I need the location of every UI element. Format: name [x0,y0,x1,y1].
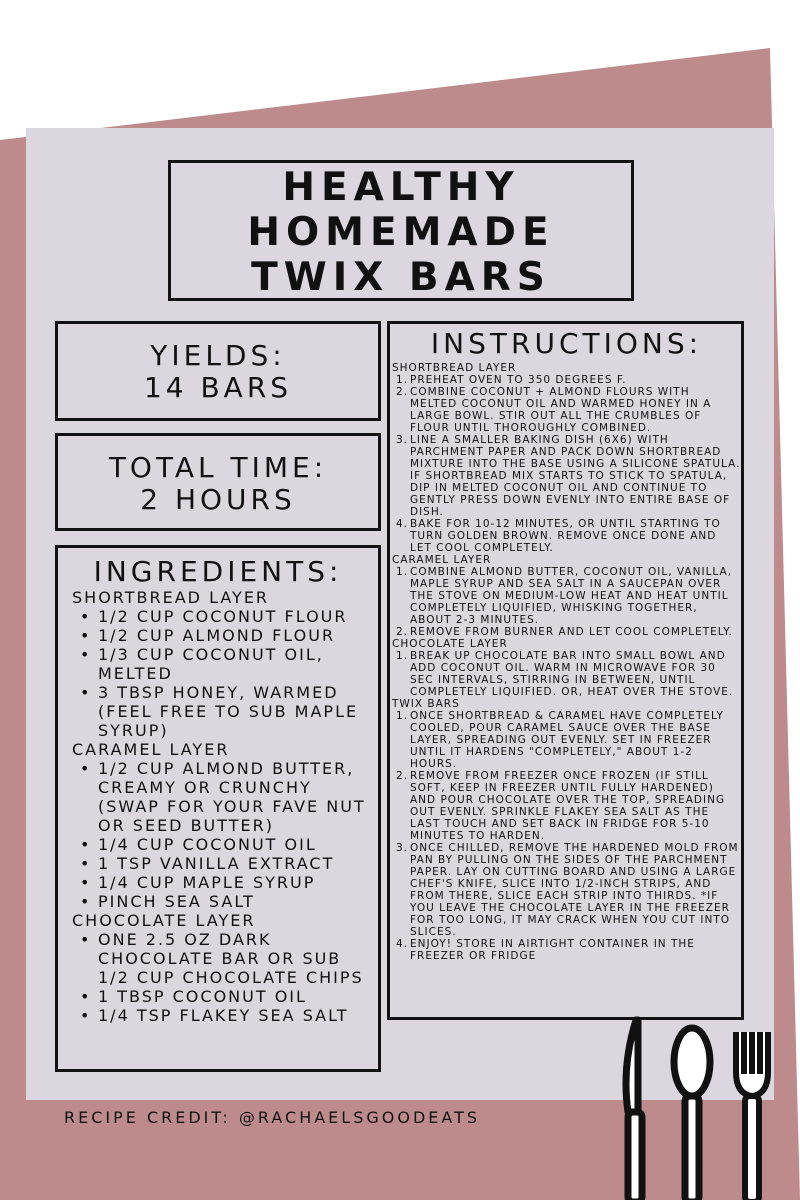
ingredient-item: • ONE 2.5 OZ DARK CHOCOLATE BAR OR SUB 1/2 CUP CHOCOLATE CHIPS [80,930,378,987]
ingredient-item: • 1/3 CUP COCONUT OIL, MELTED [80,645,378,683]
ingredient-list [72,759,378,911]
instruction-step: 1. BREAK UP CHOCOLATE BAR INTO SMALL BOWL AND ADD COCONUT OIL. WARM IN MICROWAVE FOR 30 SEC INTERVALS, STIRRING IN BETWEEN, UNTIL COMPLETELY LIQUIFIED. OR, HEAT OVER THE STOVE. [396,650,734,698]
yields-value: 14 BARS [143,371,293,404]
instruction-step-text: COMBINE ALMOND BUTTER, COCONUT OIL, VANILLA, MAPLE SYRUP AND SEA SALT IN A SAUCEPAN OVER THE STOVE ON MEDIUM-LOW HEAT AND HEAT UNTIL COMPLETELY LIQUIFIED, WHISKING TOGETHER, ABOUT 2-3 MINUTES. [410,566,733,626]
ingredient-item: • 1/2 CUP ALMOND BUTTER, CREAMY OR CRUNCHY (SWAP FOR YOUR FAVE NUT OR SEED BUTTER) [80,759,378,835]
instruction-step: 3. LINE A SMALLER BAKING DISH (6X6) WITH PARCHMENT PAPER AND PACK DOWN SHORTBREAD MIXTURE INTO THE BASE USING A SILICONE SPATULA. IF SHORTBREAD MIX STARTS TO STICK TO SPATULA, DIP IN MELTED COCONUT OIL AND CONTINUE TO GENTLY PRESS DOWN EVENLY INTO ENTIRE BASE OF DISH. [396,434,741,518]
instruction-step: 4. ENJOY! STORE IN AIRTIGHT CONTAINER IN THE FREEZER OR FRIDGE [396,938,695,962]
instruction-step: 2. REMOVE FROM BURNER AND LET COOL COMPLETELY. [396,626,733,638]
knife-icon [626,1020,642,1200]
total-time-value: 2 HOURS [140,483,296,516]
instruction-list [392,650,741,698]
ingredient-section-title: CARAMEL LAYER [72,740,230,759]
ingredient-item: • 1/4 CUP COCONUT OIL [80,835,378,854]
recipe-credit: RECIPE CREDIT: @RACHAELSGOODEATS [64,1108,480,1127]
instruction-step-text: ONCE CHILLED, REMOVE THE HARDENED MOLD FROM PAN BY PULLING ON THE SIDES OF THE PARCHMENT PAPER. LAY ON CUTTING BOARD AND USING A LARGE CHEF'S KNIFE, SLICE INTO 1/2-INCH STRIPS, AND FROM THERE, SLICE EACH STRIP INTO THIRDS. *IF YOU LEAVE THE CHOCOLATE LAYER IN THE FREEZER FOR TOO LONG, IT MAY CRACK WHEN YOU CUT INTO SLICES. [410,842,739,938]
instruction-section-title: CHOCOLATE LAYER [392,638,508,650]
ingredient-section-title: SHORTBREAD LAYER [72,588,270,607]
instruction-step-text: ENJOY! STORE IN AIRTIGHT CONTAINER IN THE FREEZER OR FRIDGE [410,938,695,962]
title-line: HEALTHY [282,165,520,210]
instruction-step-text: REMOVE FROM FREEZER ONCE FROZEN (IF STILL SOFT, KEEP IN FREEZER UNTIL FULLY HARDENED) AND POUR CHOCOLATE OVER THE TOP, SPREADING OUT EVENLY. SPRINKLE FLAKEY SEA SALT AS THE LAST TOUCH AND SET BACK IN FRIDGE FOR 5-10 MINUTES TO HARDEN. [410,770,726,842]
ingredient-item: • 1/2 CUP ALMOND FLOUR [80,626,378,645]
instruction-step: 4. BAKE FOR 10-12 MINUTES, OR UNTIL STARTING TO TURN GOLDEN BROWN. REMOVE ONCE DONE AND LET COOL COMPLETELY. [396,518,721,554]
ingredient-item: • 1/4 CUP MAPLE SYRUP [80,873,378,892]
instruction-step: 2. COMBINE COCONUT + ALMOND FLOURS WITH MELTED COCONUT OIL AND WARMED HONEY IN A LARGE BOWL. STIR OUT ALL THE CRUMBLES OF FLOUR UNTIL THOROUGHLY COMBINED. [396,386,712,434]
instruction-step-text: BAKE FOR 10-12 MINUTES, OR UNTIL STARTING TO TURN GOLDEN BROWN. REMOVE ONCE DONE AND LET COOL COMPLETELY. [410,518,721,554]
instructions-box [387,321,744,1020]
instruction-step-text: LINE A SMALLER BAKING DISH (6X6) WITH PARCHMENT PAPER AND PACK DOWN SHORTBREAD MIXTURE INTO THE BASE USING A SILICONE SPATULA. IF SHORTBREAD MIX STARTS TO STICK TO SPATULA, DIP IN MELTED COCONUT OIL AND CONTINUE TO GENTLY PRESS DOWN EVENLY INTO ENTIRE BASE OF DISH. [410,434,741,518]
instruction-step-text: COMBINE COCONUT + ALMOND FLOURS WITH MELTED COCONUT OIL AND WARMED HONEY IN A LARGE BOWL. STIR OUT ALL THE CRUMBLES OF FLOUR UNTIL THOROUGHLY COMBINED. [410,386,712,434]
instruction-step: 2. REMOVE FROM FREEZER ONCE FROZEN (IF STILL SOFT, KEEP IN FREEZER UNTIL FULLY HARDENED) AND POUR CHOCOLATE OVER THE TOP, SPREADING OUT EVENLY. SPRINKLE FLAKEY SEA SALT AS THE LAST TOUCH AND SET BACK IN FRIDGE FOR 5-10 MINUTES TO HARDEN. [396,770,726,842]
ingredient-item: • 1 TBSP COCONUT OIL [80,987,378,1006]
ingredients-heading: INGREDIENTS: [93,555,343,588]
spoon-icon [674,1028,710,1200]
instruction-step-text: REMOVE FROM BURNER AND LET COOL COMPLETELY. [410,626,733,638]
ingredients-box [55,545,381,1072]
instructions-heading: INSTRUCTIONS: [430,327,703,360]
total-time-box [55,433,381,531]
instruction-section-title: CARAMEL LAYER [392,554,492,566]
instruction-step-text: BREAK UP CHOCOLATE BAR INTO SMALL BOWL AND ADD COCONUT OIL. WARM IN MICROWAVE FOR 30 SEC INTERVALS, STIRRING IN BETWEEN, UNTIL COMPLETELY LIQUIFIED. OR, HEAT OVER THE STOVE. [410,650,734,698]
utensils-illustration [618,1012,800,1200]
total-time-label: TOTAL TIME: [108,451,328,484]
yields-box [55,321,381,421]
instruction-step: 1. PREHEAT OVEN TO 350 DEGREES F. [396,374,627,386]
ingredient-item: • 1/2 CUP COCONUT FLOUR [80,607,378,626]
instruction-section-title: SHORTBREAD LAYER [392,362,517,374]
ingredient-list [72,607,378,740]
instruction-step: 1. COMBINE ALMOND BUTTER, COCONUT OIL, VANILLA, MAPLE SYRUP AND SEA SALT IN A SAUCEPAN OVER THE STOVE ON MEDIUM-LOW HEAT AND HEAT UNTIL COMPLETELY LIQUIFIED, WHISKING TOGETHER, ABOUT 2-3 MINUTES. [396,566,733,626]
ingredient-item: • 1 TSP VANILLA EXTRACT [80,854,378,873]
title-box [168,160,634,301]
ingredient-item: • PINCH SEA SALT [80,892,378,911]
instruction-step-text: PREHEAT OVEN TO 350 DEGREES F. [410,374,627,386]
ingredient-item: • 1/4 TSP FLAKEY SEA SALT [80,1006,378,1025]
instruction-list [392,710,741,962]
title-line: TWIX BARS [251,255,551,300]
yields-label: YIELDS: [150,339,286,372]
instruction-list [392,374,741,554]
fork-icon [736,1032,768,1200]
ingredient-list [72,930,378,1025]
instruction-section-title: TWIX BARS [392,698,460,710]
ingredient-section-title: CHOCOLATE LAYER [72,911,256,930]
instruction-step: 1. ONCE SHORTBREAD & CARAMEL HAVE COMPLETELY COOLED, POUR CARAMEL SAUCE OVER THE BASE LAYER, SPREADING OUT EVENLY. SET IN FREEZER UNTIL IT HARDENS "COMPLETELY," ABOUT 1-2 HOURS. [396,710,724,770]
instruction-step-text: ONCE SHORTBREAD & CARAMEL HAVE COMPLETELY COOLED, POUR CARAMEL SAUCE OVER THE BASE LAYER, SPREADING OUT EVENLY. SET IN FREEZER UNTIL IT HARDENS "COMPLETELY," ABOUT 1-2 HOURS. [410,710,724,770]
instruction-step: 3. ONCE CHILLED, REMOVE THE HARDENED MOLD FROM PAN BY PULLING ON THE SIDES OF THE PARCHMENT PAPER. LAY ON CUTTING BOARD AND USING A LARGE CHEF'S KNIFE, SLICE INTO 1/2-INCH STRIPS, AND FROM THERE, SLICE EACH STRIP INTO THIRDS. *IF YOU LEAVE THE CHOCOLATE LAYER IN THE FREEZER FOR TOO LONG, IT MAY CRACK WHEN YOU CUT INTO SLICES. [396,842,739,938]
title-line: HOMEMADE [247,210,555,255]
instruction-list [392,566,741,638]
ingredient-item: • 3 TBSP HONEY, WARMED (FEEL FREE TO SUB MAPLE SYRUP) [80,683,378,740]
